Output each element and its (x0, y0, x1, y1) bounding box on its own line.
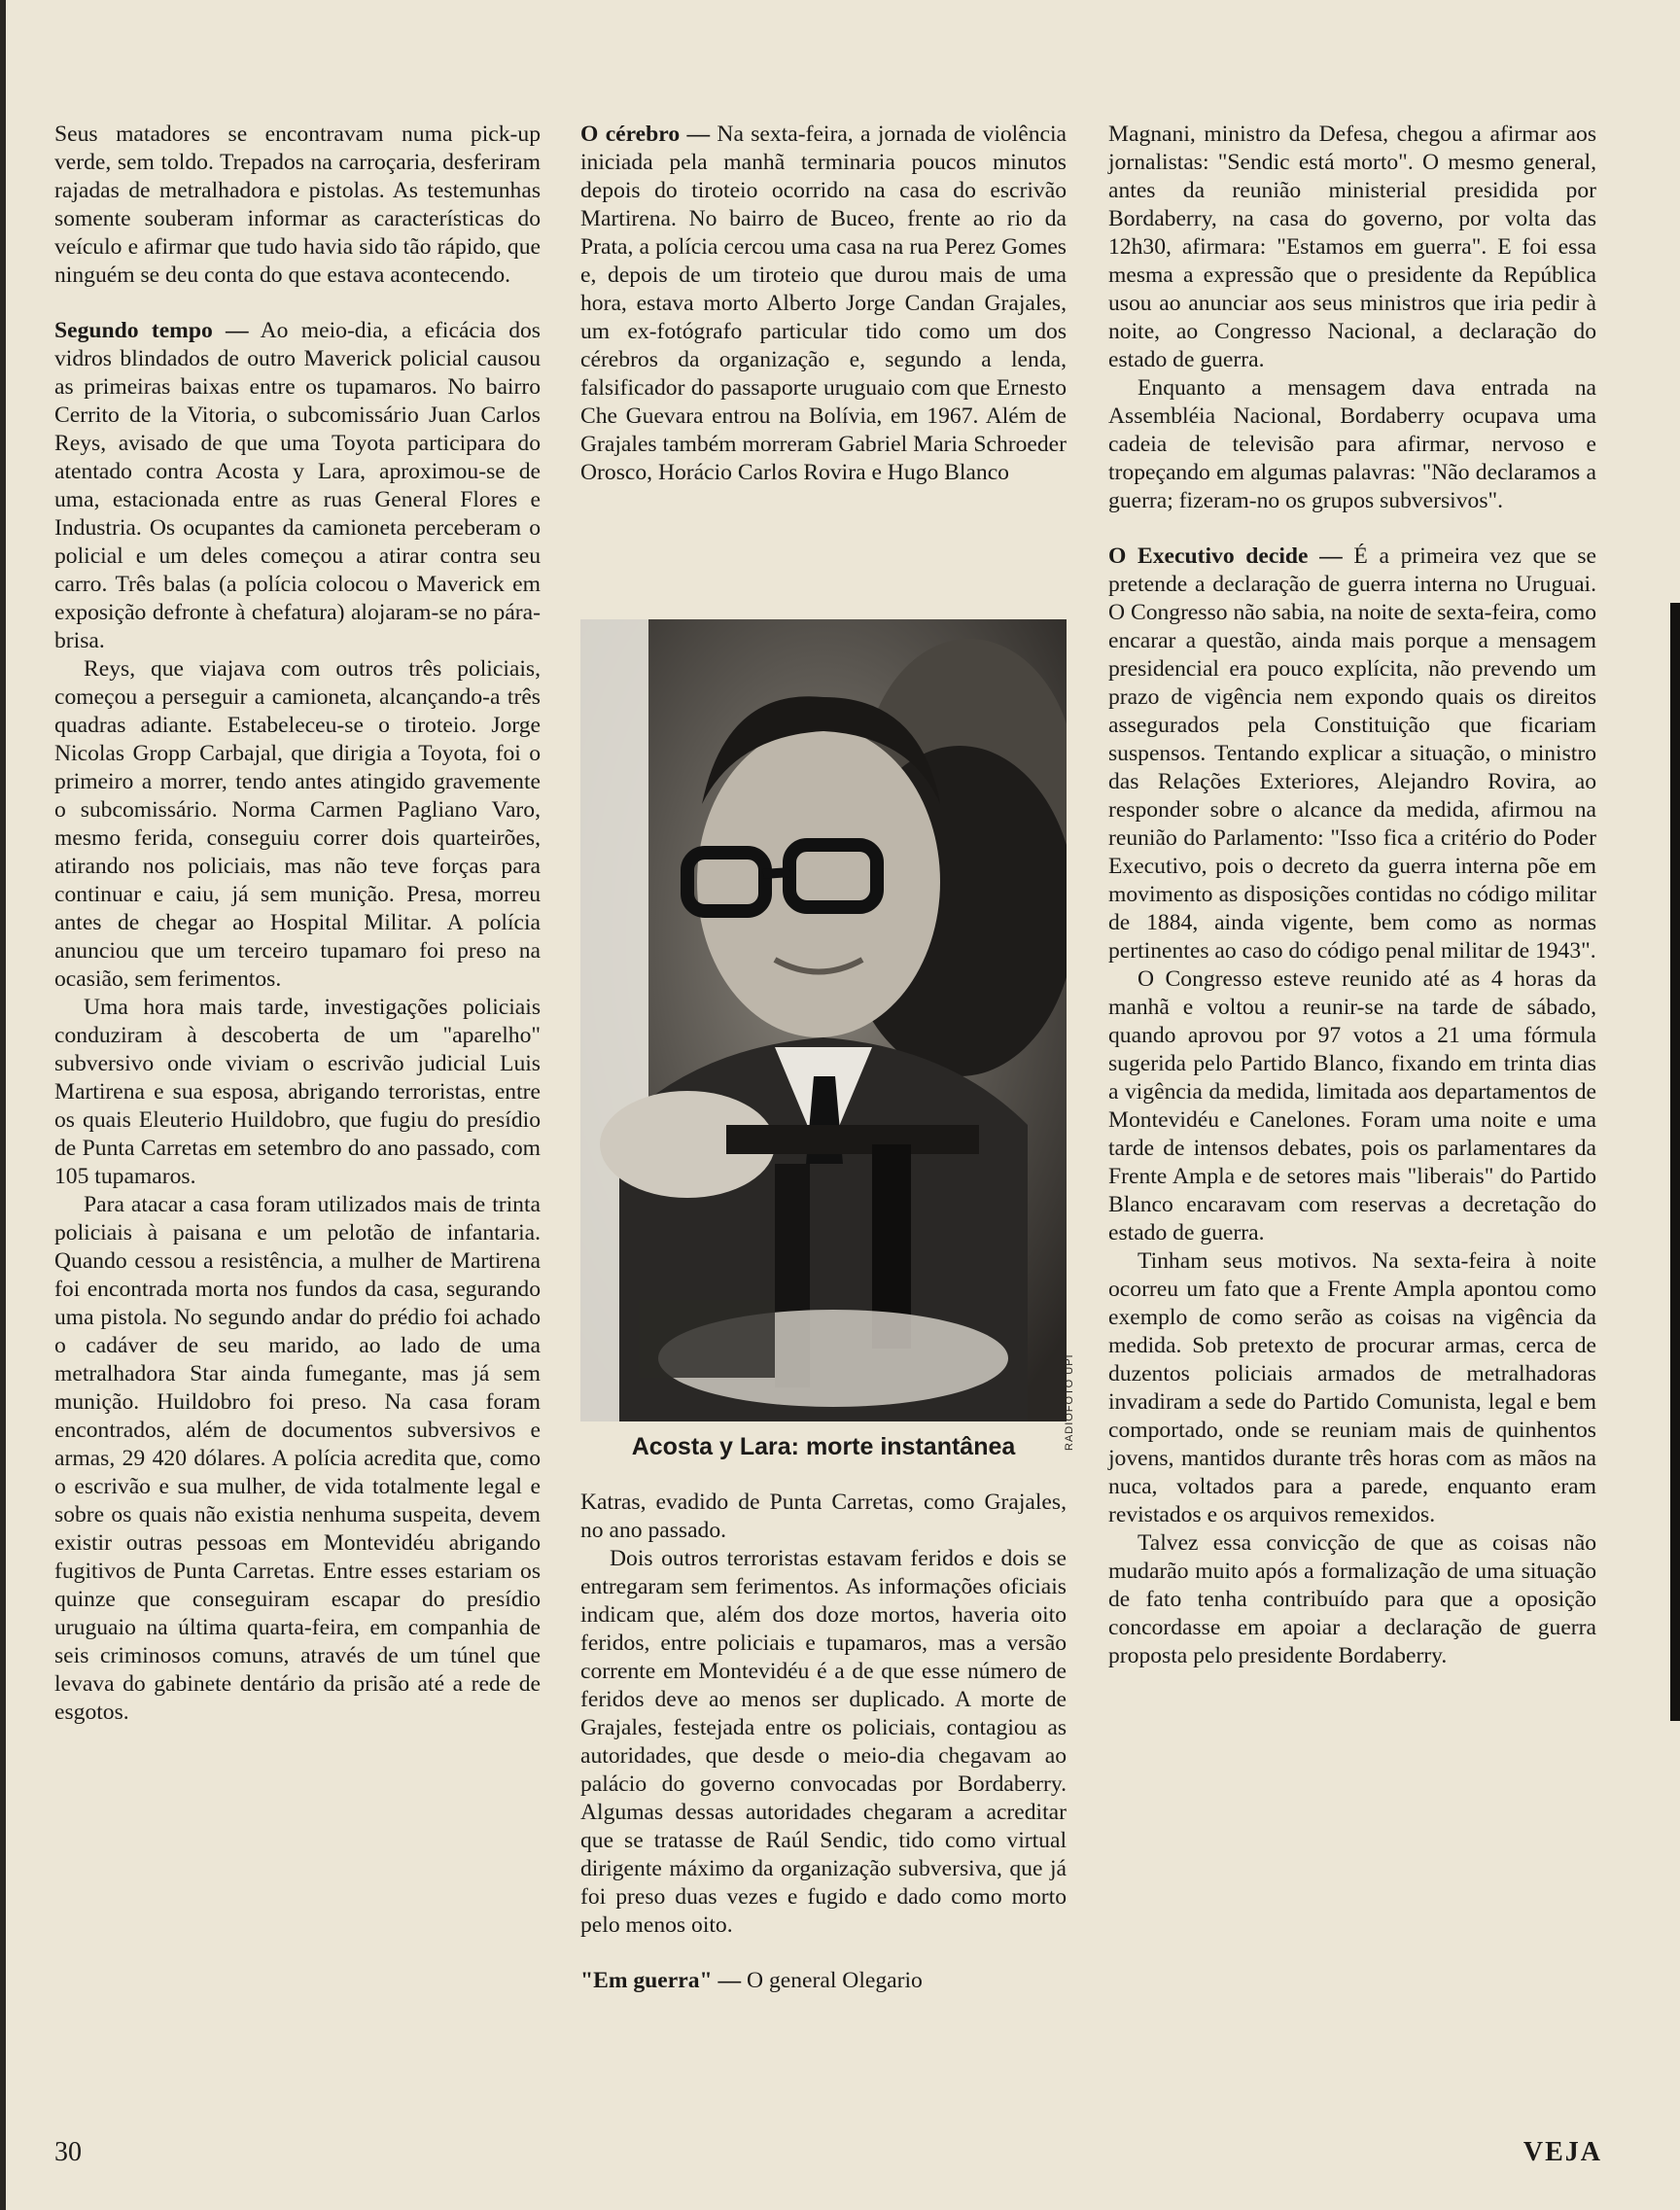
page-edge (0, 0, 6, 2210)
paragraph-text: Na sexta-feira, a jornada de violência iniciada pela manhã terminaria poucos minutos depois do tiroteio ocorrido na casa do escrivão Martirena. No bairro de Buceo, frente ao rio da Prata, a polícia cercou uma casa na rua Perez Gomes e, depois de um tiroteio que durou mais de uma hora, estava morto Alberto Jorge Candan Grajales, um ex-fotógrafo particular tido como um dos cérebros da organização e, segundo a lenda, falsificador do passaporte uruguaio com que Ernesto Che Guevara entrou na Bolívia, em 1967. Além de Grajales também morreram Gabriel Maria Schroeder Orosco, Horácio Carlos Rovira e Hugo Blanco (580, 122, 1068, 485)
paragraph: Katras, evadido de Punta Carretas, como Grajales, no ano passado. (580, 1490, 1067, 1543)
magazine-name: VEJA (1522, 2137, 1602, 2167)
paragraph: Magnani, ministro da Defesa, chegou a afirmar aos jornalistas: "Sendic está morto". O mesmo general, antes da reunião ministerial presidida por Bordaberry, na casa do governo, por volta das 12h30, afirmara: "Estamos em guerra". E foi essa mesma a expressão que o presidente da República usou ao anunciar aos seus ministros que iria pedir à noite, ao Congresso Nacional, a declaração do estado de guerra. (1108, 122, 1596, 372)
paragraph: Uma hora mais tarde, investigações policiais conduziram à descoberta de um "aparelho" subversivo onde viviam o escrivão judicial Luis Martirena e sua esposa, abrigando terroristas, entre os quais Eleuterio Huildobro, que fugiu do presídio de Punta Carretas em setembro do ano passado, com 105 tupamaros. (54, 995, 541, 1189)
paragraph (580, 1967, 1067, 1995)
paragraph: Talvez essa convicção de que as coisas não mudarão muito após a formalização de uma situação de fato tenha contribuído para que a oposição concordasse em apoiar a declaração de guerra proposta pelo presidente Bordaberry. (1108, 1530, 1596, 1668)
photo-credit: RADIOFOTO UPI (1064, 1353, 1075, 1451)
paragraph: Dois outros terroristas estavam feridos e dois se entregaram sem ferimentos. As informações oficiais indicam que, além dos doze mortos, haveria oito feridos, entre policiais e tupamaros, mas a versão corrente em Montevidéu é a de que esse número de feridos deve ao menos ser duplicado. A morte de Grajales, festejada entre os policiais, contagiou as autoridades, que desde o meio-dia chegavam ao palácio do governo convocadas por Bordaberry. Algumas dessas autoridades chegaram a acreditar que se tratasse de Raúl Sendic, tido como virtual dirigente máximo da organização subversiva, que já foi preso duas vezes e fugido e dado como morto pelo menos oito. (580, 1546, 1067, 1938)
section-heading: O Executivo decide — (1108, 544, 1343, 569)
page-edge-right (1670, 603, 1680, 1721)
column-2-continued (580, 1489, 1067, 1995)
section-heading: Segundo tempo — (54, 318, 249, 343)
portrait-photo-image (580, 619, 1067, 1421)
paragraph (1108, 543, 1596, 965)
column-2 (580, 121, 1067, 487)
paragraph: Reys, que viajava com outros três policiais, começou a perseguir a camioneta, alcançando-a três quadras adiante. Estabeleceu-se o tiroteio. Jorge Nicolas Gropp Carbajal, que dirigia a Toyota, foi o primeiro a morrer, tendo antes atingido gravemente o subcomissário. Norma Carmen Pagliano Varo, mesmo ferida, conseguiu correr dois quarteirões, atirando nos policiais, mas não teve forças para continuar e caiu, já sem munição. Presa, morreu antes de chegar ao Hospital Militar. A polícia anunciou que um terceiro tupamaro foi preso na ocasião, sem ferimentos. (54, 656, 541, 992)
column-3 (1108, 121, 1596, 1670)
paragraph: Tinham seus motivos. Na sexta-feira à noite ocorreu um fato que a Frente Ampla apontou como exemplo de como serão as coisas na vigência da medida. Sob pretexto de procurar armas, cerca de duzentos policiais armados de metralhadoras invadiram a sede do Partido Comunista, legal e bem comportado, onde se reuniam mais de quinhentos jovens, mantidos durante três horas com as mãos na nuca, voltados para a parede, enquanto eram revistados e os arquivos remexidos. (1108, 1248, 1596, 1527)
paragraph-text: É a primeira vez que se pretende a declaração de guerra interna no Uruguai. O Congresso não sabia, na noite de sexta-feira, como encarar a questão, ainda mais porque a mensagem presidencial era pouco explícita, não prevendo um prazo de vigência nem expondo quais os direitos assegurados pela Constituição que ficariam suspensos. Tentando explicar a situação, o ministro das Relações Exteriores, Alejandro Rovira, ao responder sobre o alcance da medida, afirmou na reunião do Parlamento: "Isso fica a critério do Poder Executivo, pois o decreto da guerra interna põe em movimento as disposições contidas no código militar de 1884, ainda vigente, bem como as normas pertinentes ao caso do código penal militar de 1943". (1108, 544, 1597, 964)
paragraph (580, 121, 1067, 487)
section-heading: O cérebro — (580, 122, 711, 147)
column-1 (54, 121, 541, 1727)
section-heading: "Em guerra" — (580, 1968, 742, 1993)
paragraph: O Congresso esteve reunido até as 4 horas da manhã e voltou a reunir-se na tarde de sábado, quando aprovou por 97 votos a 21 uma fórmula sugerida pelo Partido Blanco, fixando em trinta dias a vigência da medida, limitada aos departamentos de Montevidéu e Canelones. Foram uma noite e uma tarde de intensos debates, pois os parlamentares da Frente Ampla e de setores mais "liberais" do Partido Blanco encaravam com reservas a decretação do estado de guerra. (1108, 966, 1596, 1245)
paragraph (54, 317, 541, 655)
paragraph: Seus matadores se encontravam numa pick-up verde, sem toldo. Trepados na carroçaria, desferiram rajadas de metralhadora e pistolas. As testemunhas somente souberam informar as características do veículo e afirmar que tudo havia sido tão rápido, que ninguém se deu conta do que estava acontecendo. (54, 122, 541, 288)
photo-caption: Acosta y Lara: morte instantânea (631, 1433, 1016, 1460)
paragraph: Enquanto a mensagem dava entrada na Assembléia Nacional, Bordaberry ocupava uma cadeia de televisão para afirmar, nervoso e tropeçando em algumas palavras: "Não declaramos a guerra; fizeram-no os grupos subversivos". (1108, 375, 1596, 513)
news-photo (580, 619, 1067, 1421)
paragraph-text: O general Olegario (741, 1968, 923, 1993)
paragraph-text: Ao meio-dia, a eficácia dos vidros blindados de outro Maverick policial causou as primeiras baixas entre os tupamaros. No bairro Cerrito de la Vitoria, o subcomissário Juan Carlos Reys, avisado de que uma Toyota participara do atentado contra Acosta y Lara, aproximou-se de uma, estacionada entre as ruas General Flores e Industria. Os ocupantes da camioneta perceberam o policial e um deles começou a atirar contra seu carro. Três balas (a polícia colocou o Maverick em exposição defronte à chefatura) alojaram-se no pára-brisa. (54, 318, 541, 653)
page-number: 30 (54, 2137, 82, 2167)
paragraph: Para atacar a casa foram utilizados mais de trinta policiais à paisana e um pelotão de infantaria. Quando cessou a resistência, a mulher de Martirena foi encontrada morta nos fundos da casa, segurando uma pistola. No segundo andar do prédio foi achado o cadáver de seu marido, ao lado de uma metralhadora Star ainda fumegante, mas já sem munição. Huildobro foi preso. Na casa foram encontrados, além de documentos subversivos e armas, 29 420 dólares. A polícia acredita que, como o escrivão e sua mulher, de vida totalmente legal e sobre os quais não existia nenhuma suspeita, devem existir outras pessoas em Montevidéu abrigando fugitivos de Punta Carretas. Entre esses estariam os quinze que conseguiram escapar do presídio uruguaio na última quarta-feira, em companhia de seis criminosos comuns, através de um túnel que levava do gabinete dentário da prisão até a rede de esgotos. (54, 1192, 541, 1725)
